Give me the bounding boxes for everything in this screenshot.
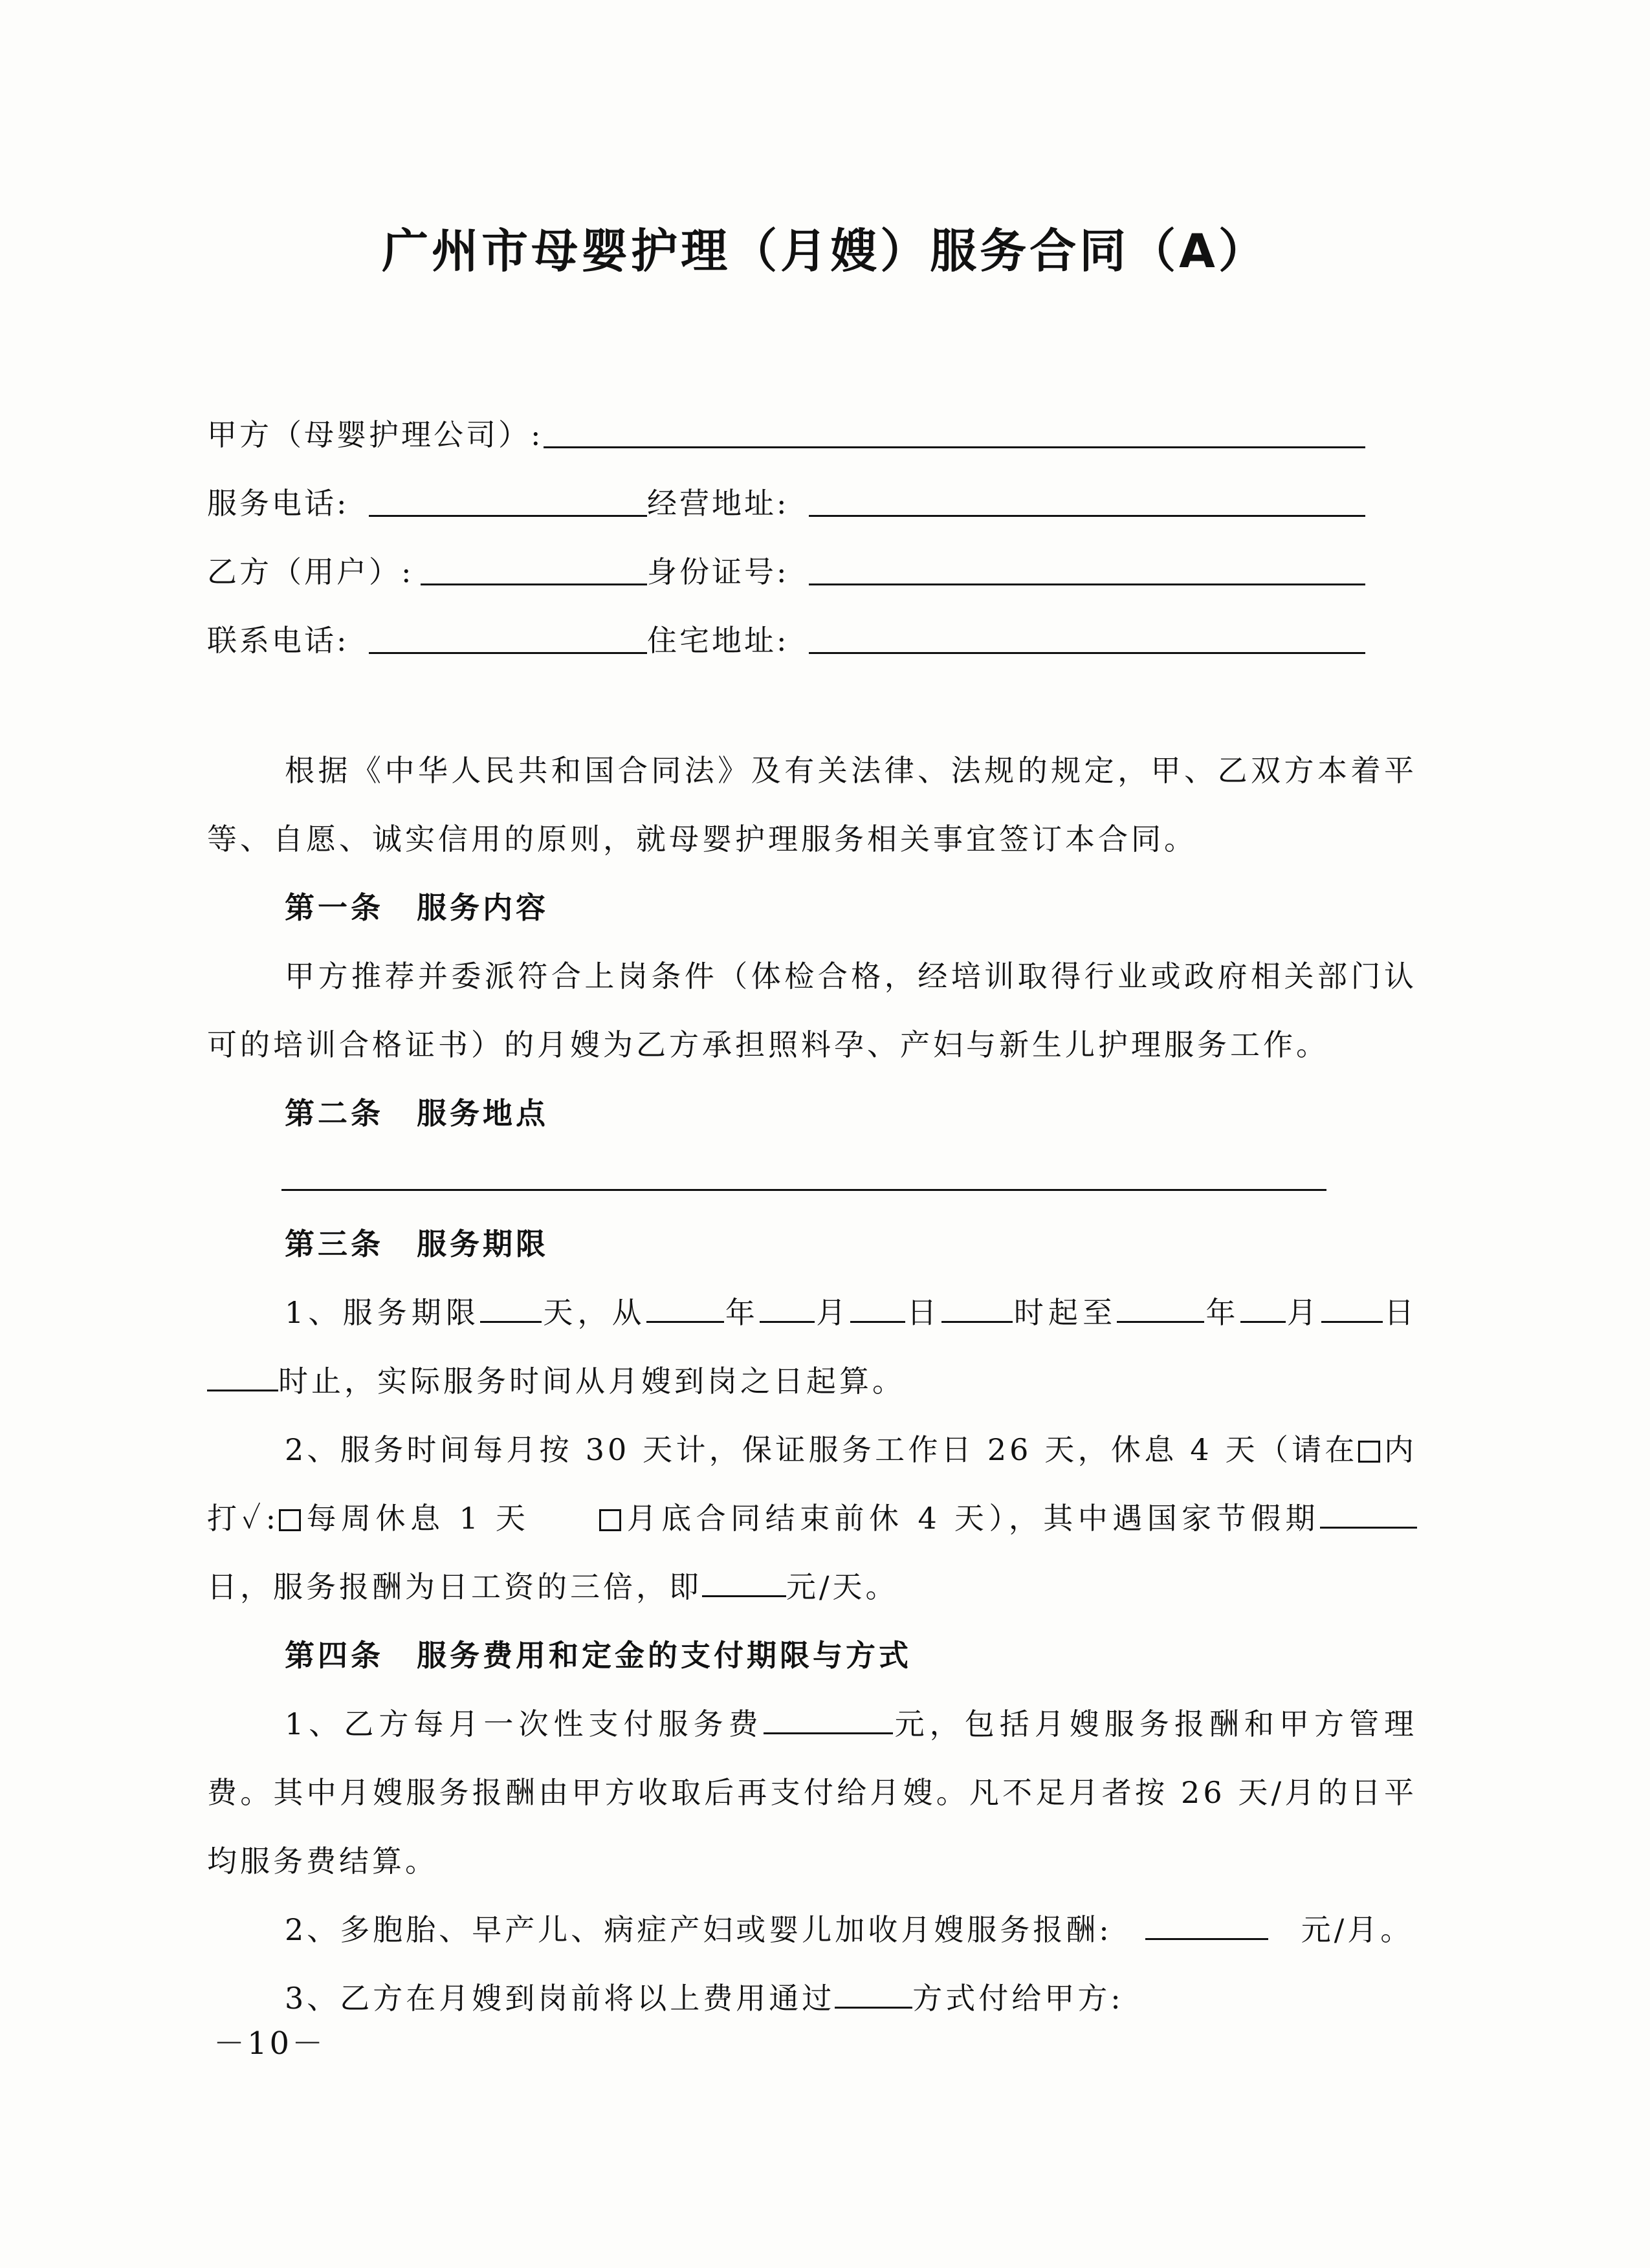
text-segment: 2、服务时间每月按 30 天计，保证服务工作日 26 天，休息 4 天（请在 [285,1432,1358,1467]
id-number-blank[interactable] [809,583,1365,585]
text-segment: 1、服务期限 [285,1295,481,1330]
business-address-label: 经营地址: [647,486,789,521]
service-phone-blank[interactable] [369,515,647,517]
text-segment: 元/月。 [1301,1912,1414,1947]
contract-body [207,736,1417,1148]
article-2-heading: 第二条 服务地点 [285,1096,549,1131]
article-1-heading: 第一条 服务内容 [285,890,549,925]
end-hour-blank[interactable] [207,1361,278,1391]
days-blank[interactable] [480,1292,542,1323]
text-segment: 3、乙方在月嫂到岗前将以上费用通过 [285,1981,835,2016]
text-segment: 每周休息 1 天 [305,1501,531,1536]
contact-phone-label: 联系电话: [207,623,349,658]
text-segment: 时止，实际服务时间从月嫂到岗之日起算。 [278,1364,905,1399]
extra-fee-blank[interactable] [1145,1910,1268,1940]
article-3-item-1 [207,1278,1417,1415]
checkbox-sample [1358,1441,1380,1463]
text-segment: 月 [815,1295,851,1330]
start-month-blank[interactable] [760,1292,815,1323]
start-hour-blank[interactable] [941,1292,1013,1323]
holiday-pay-blank[interactable] [702,1567,786,1597]
weekly-rest-checkbox[interactable] [279,1509,301,1531]
text-segment: 天，从 [542,1295,646,1330]
party-b-blank[interactable] [421,583,647,585]
article-4-heading: 第四条 服务费用和定金的支付期限与方式 [285,1638,912,1673]
end-year-blank[interactable] [1117,1292,1204,1323]
intro-paragraph: 根据《中华人民共和国合同法》及有关法律、法规的规定，甲、乙双方本着平等、自愿、诚实信用的原则，就母婴护理服务相关事宜签订本合同。 [207,753,1417,856]
month-end-rest-checkbox[interactable] [599,1509,621,1531]
article-3-item-2 [207,1415,1417,1621]
text-segment: 2、多胞胎、早产儿、病症产妇或婴儿加收月嫂服务报酬: [285,1912,1112,1947]
article-4-item-3 [207,1964,1417,2033]
text-segment: 元/天。 [786,1569,899,1604]
home-address-label: 住宅地址: [647,623,789,658]
article-3-heading: 第三条 服务期限 [285,1227,549,1261]
document-title: 广州市母婴护理（月嫂）服务合同（A） [382,224,1268,278]
business-address-blank[interactable] [809,515,1365,517]
article-4-item-1 [207,1690,1417,1895]
text-segment: 月底合同结束前休 4 天），其中遇国家节假期 [625,1501,1321,1536]
text-segment: 月 [1285,1295,1321,1330]
end-day-blank[interactable] [1321,1292,1383,1323]
page-number: －10－ [214,2025,326,2062]
text-segment: 年 [1204,1295,1240,1330]
text-segment: 日，服务报酬为日工资的三倍，即 [207,1569,702,1604]
holiday-days-blank[interactable] [1320,1498,1417,1529]
start-day-blank[interactable] [850,1292,905,1323]
contract-body-continued [207,1210,1417,2033]
party-a-label: 甲方（母婴护理公司）: [207,417,544,452]
payment-method-blank[interactable] [835,1978,912,2009]
service-phone-label: 服务电话: [207,486,349,521]
text-segment: 方式付给甲方: [912,1981,1124,2016]
party-b-label: 乙方（用户）: [207,554,414,589]
text-segment: 内打✓: [207,1432,1418,1536]
start-year-blank[interactable] [646,1292,724,1323]
text-segment: 日 [1382,1295,1418,1330]
monthly-fee-blank[interactable] [764,1704,893,1734]
article-1-text: 甲方推荐并委派符合上岗条件（体检合格，经培训取得行业或政府相关部门认可的培训合格证书）的月嫂为乙方承担照料孕、产妇与新生儿护理服务工作。 [207,959,1417,1062]
party-a-blank[interactable] [544,446,1365,448]
service-location-blank[interactable] [281,1189,1326,1191]
text-segment: 1、乙方每月一次性支付服务费 [285,1706,764,1741]
id-number-label: 身份证号: [647,554,789,589]
text-segment: 时起至 [1012,1295,1117,1330]
text-segment: 元，包括月嫂服务报酬和甲方管理费。其中月嫂服务报酬由甲方收取后再支付给月嫂。凡不足月者按 26 天/月的日平均服务费结算。 [207,1706,1417,1879]
text-segment: 日 [905,1295,941,1330]
end-month-blank[interactable] [1240,1292,1286,1323]
article-4-item-2 [207,1895,1417,1964]
contact-phone-blank[interactable] [369,652,647,654]
text-segment: 年 [723,1295,760,1330]
home-address-blank[interactable] [809,652,1365,654]
